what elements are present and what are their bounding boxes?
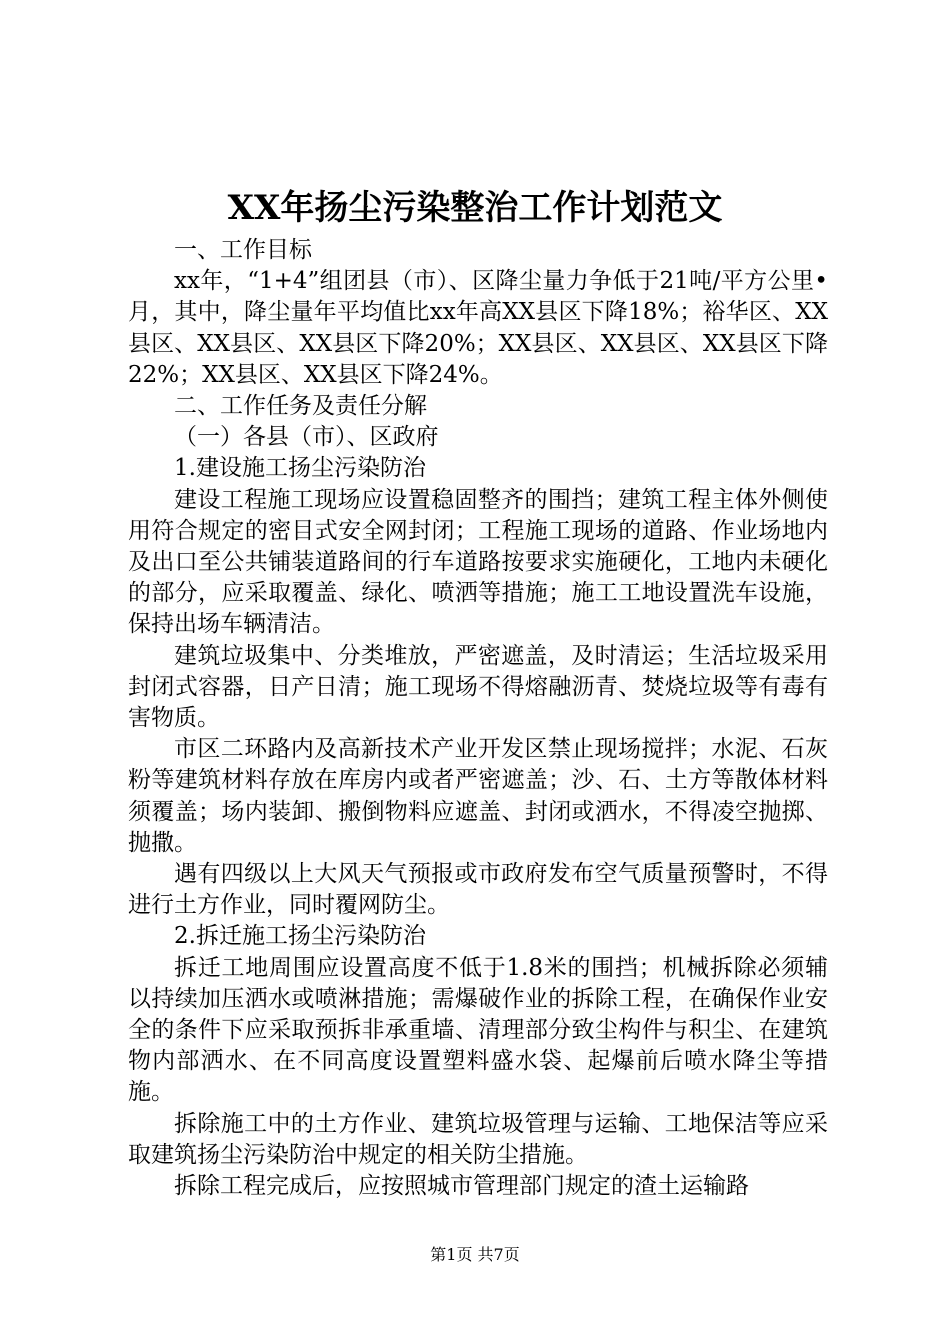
- paragraph: 遇有四级以上大风天气预报或市政府发布空气质量预警时，不得进行土方作业，同时覆网防尘。: [128, 861, 828, 919]
- paragraph: 市区二环路内及高新技术产业开发区禁止现场搅拌；水泥、石灰粉等建筑材料存放在库房内或者严密遮盖；沙、石、土方等散体材料须覆盖；场内装卸、搬倒物料应遮盖、封闭或洒水，不得凌空抛掷、抛撒。: [128, 736, 828, 856]
- section-heading: 二、工作任务及责任分解: [174, 393, 427, 420]
- document-body: [128, 235, 828, 1202]
- item-heading: 1.建设施工扬尘污染防治: [174, 455, 426, 482]
- subsection-heading: （一）各县（市）、区政府: [174, 424, 439, 451]
- paragraph: 拆除施工中的土方作业、建筑垃圾管理与运输、工地保洁等应采取建筑扬尘污染防治中规定的相关防尘措施。: [128, 1110, 828, 1168]
- item-heading: 2.拆迁施工扬尘污染防治: [174, 923, 426, 950]
- paragraph: xx年，“1+4”组团县（市）、区降尘量力争低于21吨/平方公里•月，其中，降尘量年平均值比xx年高XX县区下降18%；裕华区、XX县区、XX县区、XX县区下降20%；XX县区、XX县区、XX县区下降22%；XX县区、XX县区下降24%。: [128, 268, 828, 388]
- document-title: XX年扬尘污染整治工作计划范文: [227, 188, 723, 228]
- page-number-footer: 第1页 共7页: [430, 1245, 520, 1264]
- paragraph: 建筑垃圾集中、分类堆放，严密遮盖，及时清运；生活垃圾采用封闭式容器，日产日清；施工现场不得熔融沥青、焚烧垃圾等有毒有害物质。: [128, 642, 828, 732]
- paragraph: 拆迁工地周围应设置高度不低于1.8米的围挡；机械拆除必须辅以持续加压洒水或喷淋措施；需爆破作业的拆除工程，在确保作业安全的条件下应采取预拆非承重墙、清理部分致尘构件与积尘、在建筑物内部洒水、在不同高度设置塑料盛水袋、起爆前后喷水降尘等措施。: [128, 954, 828, 1106]
- paragraph: 建设工程施工现场应设置稳固整齐的围挡；建筑工程主体外侧使用符合规定的密目式安全网封闭；工程施工现场的道路、作业场地内及出口至公共铺装道路间的行车道路按要求实施硬化，工地内未硬化的部分，应采取覆盖、绿化、喷洒等措施；施工工地设置洗车设施，保持出场车辆清洁。: [128, 486, 828, 638]
- section-heading: 一、工作目标: [174, 237, 312, 263]
- paragraph: 拆除工程完成后，应按照城市管理部门规定的渣土运输路: [174, 1173, 749, 1200]
